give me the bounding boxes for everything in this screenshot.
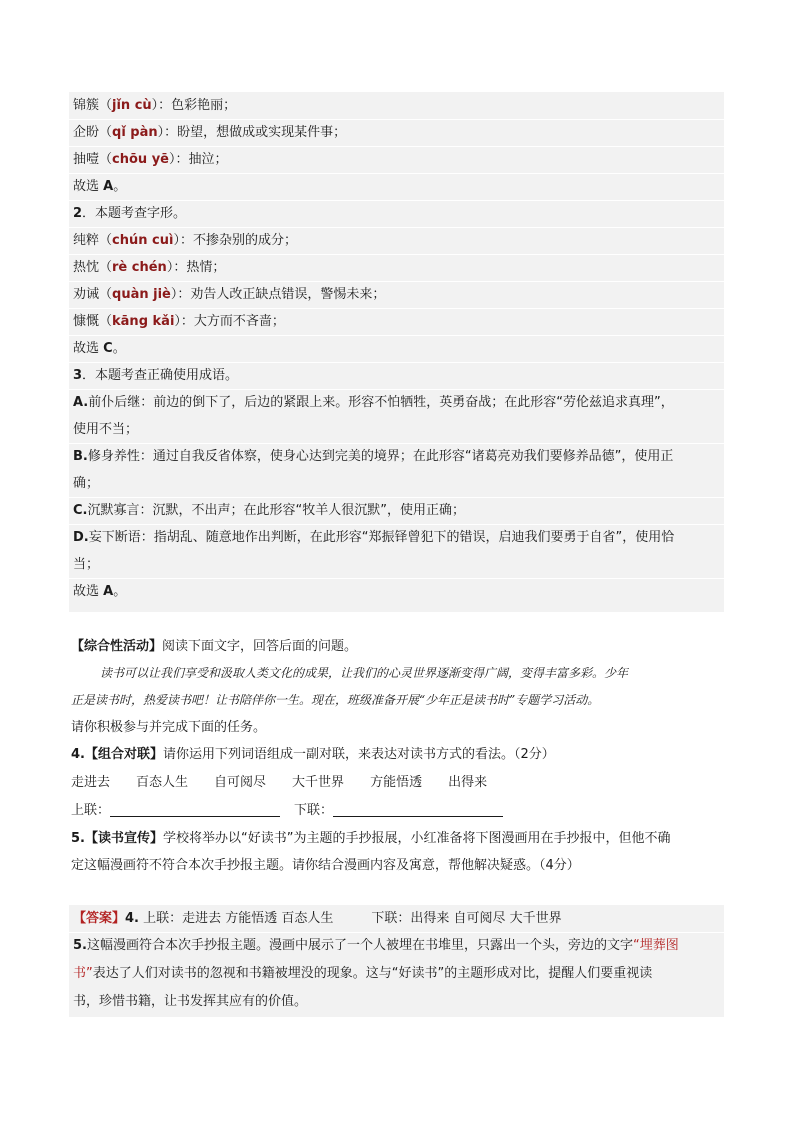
task-instruction: 请你积极参与并完成下面的任务。 xyxy=(71,720,267,735)
option-d: D.妄下断语：指胡乱、随意地作出判断，在此形容“郑振铎曾犯下的错误，启迪我们要勇于自省”，使用恰 xyxy=(73,530,675,545)
lower-couplet-blank[interactable] xyxy=(333,801,503,817)
option-a: A.前仆后继：前边的倒下了，后边的紧跟上来。形容不怕牺牲，英勇奋战；在此形容“劳伦兹追求真理”， xyxy=(73,395,674,410)
line-jincu: 锦簇（jǐn cù）：色彩艳丽； xyxy=(73,98,237,113)
option-b: B.修身养性：通过自我反省体察，使身心达到完美的境界；在此形容“诸葛亮劝我们要修养品德”，使用正 xyxy=(73,449,674,464)
question-2-heading: 2．本题考查字形。 xyxy=(73,206,187,221)
answer-panel xyxy=(69,905,724,1017)
answer-4: 【答案】4. 上联：走进去 方能悟透 百态人生 下联：出得来 自可阅尽 大千世界 xyxy=(73,911,562,926)
analysis-panel xyxy=(69,92,724,612)
line-rechen: 热忱（rè chén）：热情； xyxy=(73,260,226,275)
question-5: 5.【读书宣传】学校将举办以“好读书”为主题的手抄报展，小红准备将下图漫画用在手抄报中，但他不确 xyxy=(71,831,671,846)
answer-5-line-2: 书”表达了人们对读书的忽视和书籍被埋没的现象。这与“好读书”的主题形成对比，提醒人们要重视读 xyxy=(73,966,653,981)
word-1: 走进去 xyxy=(71,775,111,790)
answer-line-1: 故选 A。 xyxy=(73,179,127,194)
word-3: 自可阅尽 xyxy=(214,775,267,790)
word-bank xyxy=(71,769,487,796)
question-5-cont: 定这幅漫画符不符合本次手抄报主题。请你结合漫画内容及寓意，帮他解决疑惑。（4分） xyxy=(71,858,580,873)
answer-5-line-3: 书，珍惜书籍，让书发挥其应有的价值。 xyxy=(73,994,308,1009)
upper-couplet-blank[interactable] xyxy=(110,801,280,817)
answer-line-3: 故选 A。 xyxy=(73,584,127,599)
answer-line-2: 故选 C。 xyxy=(73,341,126,356)
line-quanjie: 劝诫（quàn jiè）：劝告人改正缺点错误，警惕未来； xyxy=(73,287,386,302)
option-c: C.沉默寡言：沉默，不出声；在此形容“牧羊人很沉默”，使用正确； xyxy=(73,503,465,518)
option-d-cont: 当； xyxy=(73,557,100,572)
word-5: 方能悟透 xyxy=(370,775,423,790)
question-4: 4.【组合对联】请你运用下列词语组成一副对联，来表达对读书方式的看法。（2分） xyxy=(71,747,555,762)
couplet-answer-row xyxy=(71,797,503,824)
line-chuncui: 纯粹（chún cuì）：不掺杂别的成分； xyxy=(73,233,297,248)
answer-5-line-1: 5.这幅漫画符合本次手抄报主题。漫画中展示了一个人被埋在书堆里，只露出一个头，旁边的文字“埋葬图 xyxy=(73,938,679,953)
question-3-heading: 3．本题考查正确使用成语。 xyxy=(73,368,239,383)
line-qipan: 企盼（qǐ pàn）：盼望，想做成或实现某件事； xyxy=(73,125,347,140)
activity-heading: 【综合性活动】阅读下面文字，回答后面的问题。 xyxy=(71,639,358,654)
reading-passage-line-1: 读书可以让我们享受和汲取人类文化的成果，让我们的心灵世界逐渐变得广阔，变得丰富多彩。少年 xyxy=(100,666,629,680)
upper-couplet-label: 上联： xyxy=(71,803,111,818)
word-4: 大千世界 xyxy=(292,775,345,790)
word-6: 出得来 xyxy=(448,775,488,790)
word-2: 百态人生 xyxy=(136,775,189,790)
reading-passage-line-2: 正是读书时，热爱读书吧！让书陪伴你一生。现在，班级准备开展“少年正是读书时”专题学习活动。 xyxy=(71,693,600,707)
option-a-cont: 使用不当； xyxy=(73,422,139,437)
option-b-cont: 确； xyxy=(73,476,100,491)
lower-couplet-label: 下联： xyxy=(294,803,334,818)
line-kangkai: 慷慨（kāng kǎi）：大方而不吝啬； xyxy=(73,314,285,329)
line-chouye: 抽噎（chōu yē）：抽泣； xyxy=(73,152,228,167)
